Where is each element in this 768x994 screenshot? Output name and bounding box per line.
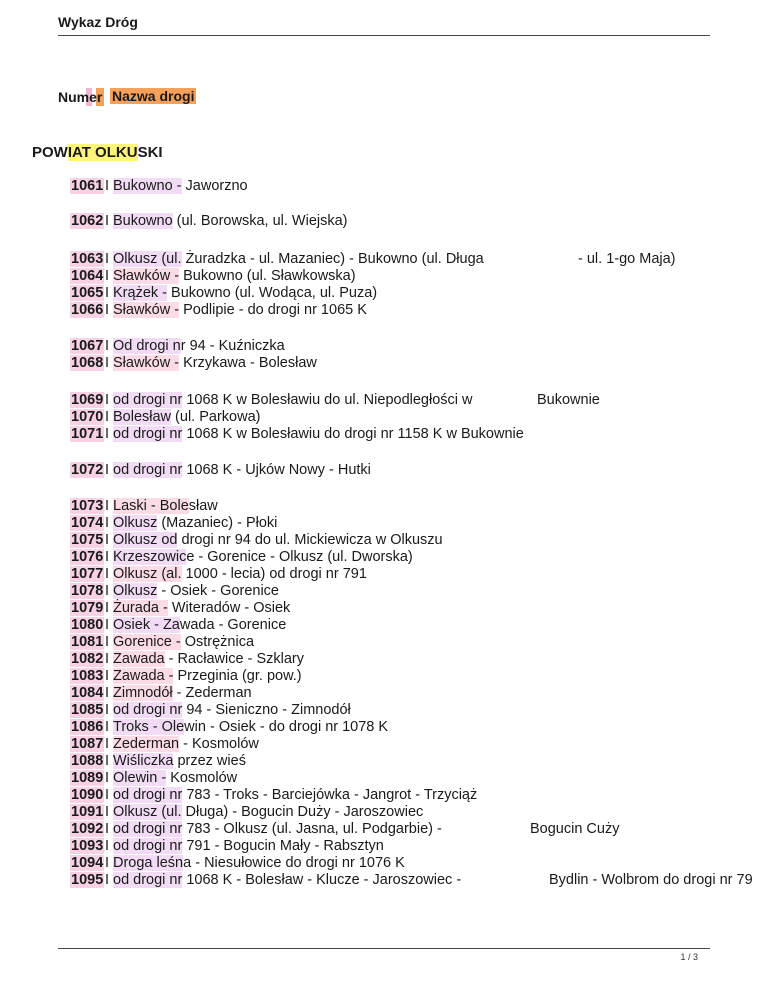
- road-number: 1073: [71, 498, 104, 514]
- road-category: I: [105, 651, 110, 667]
- road-name-rest: - Racławice - Szklary: [164, 651, 304, 667]
- road-category: I: [105, 355, 110, 371]
- road-name-highlight: Olewin -: [113, 770, 167, 786]
- road-category: I: [105, 838, 110, 854]
- road-name-rest: Bukowno (ul. Wodąca, ul. Puza): [167, 285, 378, 301]
- road-category: I: [105, 770, 110, 786]
- road-number: 1066: [71, 302, 104, 318]
- road-name-highlight: Sławków -: [113, 302, 180, 318]
- road-name-highlight: Troks - Ole: [113, 719, 185, 735]
- road-category: I: [105, 685, 110, 701]
- road-name-rest: 1000 - lecia) od drogi nr 791: [181, 566, 367, 582]
- column-nazwa: Nazwa drogi: [112, 88, 195, 104]
- road-number: 1089: [71, 770, 104, 786]
- road-name-highlight: Olkusz: [113, 515, 158, 531]
- road-category: I: [105, 668, 110, 684]
- road-name-highlight: Sławków -: [113, 268, 180, 284]
- road-name: [113, 355, 317, 371]
- road-name-continuation: - ul. 1-go Maja): [578, 251, 676, 267]
- road-name-rest: Kosmolów: [166, 770, 238, 786]
- road-name-highlight: od drogi nr: [113, 838, 183, 854]
- road-name: [113, 213, 348, 229]
- road-name-rest: 1068 K w Bolesławiu do ul. Niepodległości w: [182, 392, 473, 408]
- road-name: [113, 515, 277, 531]
- road-number: 1070: [71, 409, 104, 425]
- road-number: 1086: [71, 719, 104, 735]
- road-name-rest: 1068 K w Bolesławiu do drogi nr 1158 K w Bukownie: [182, 426, 524, 442]
- road-name-highlight: Bukowno -: [113, 178, 182, 194]
- section-title-pre: POW: [32, 144, 68, 161]
- road-name: [113, 302, 367, 318]
- road-category: I: [105, 804, 110, 820]
- road-name-rest: Ostrężnica: [180, 634, 255, 650]
- road-number: 1075: [71, 532, 104, 548]
- road-name-highlight: Zawada: [113, 651, 165, 667]
- road-name-rest: 1068 K - Ujków Nowy - Hutki: [182, 462, 371, 478]
- road-number: 1084: [71, 685, 104, 701]
- road-name-highlight: Bolesław: [113, 409, 172, 425]
- road-name: [113, 392, 473, 408]
- road-name: [113, 426, 524, 442]
- header-rule: [58, 35, 710, 36]
- road-category: I: [105, 855, 110, 871]
- road-number: 1092: [71, 821, 104, 837]
- road-name: [113, 549, 413, 565]
- road-category: I: [105, 426, 110, 442]
- road-category: I: [105, 213, 110, 229]
- road-name: [113, 462, 371, 478]
- road-number: 1061: [71, 178, 104, 194]
- road-name-highlight: od drogi nr: [113, 392, 183, 408]
- road-name-highlight: Osiek - Za: [113, 617, 180, 633]
- road-category: I: [105, 178, 110, 194]
- road-category: I: [105, 821, 110, 837]
- road-name-highlight: Zimnodół: [113, 685, 173, 701]
- road-name-rest: win - Osiek - do drogi nr 1078 K: [184, 719, 389, 735]
- road-name: [113, 685, 252, 701]
- road-number: 1064: [71, 268, 104, 284]
- road-number: 1063: [71, 251, 104, 267]
- road-name-highlight: Zawada -: [113, 668, 174, 684]
- road-name: [113, 872, 461, 888]
- road-name-rest: Witeradów - Osiek: [167, 600, 291, 616]
- road-name: [113, 178, 248, 194]
- road-number: 1085: [71, 702, 104, 718]
- road-name: [113, 719, 388, 735]
- road-name-rest: - Osiek - Gorenice: [157, 583, 279, 599]
- road-name-rest: 783 - Troks - Barciejówka - Jangrot - Trzyciąż: [182, 787, 478, 803]
- road-name-highlight: Wiśliczka: [113, 753, 174, 769]
- road-name-highlight: Bukowno: [113, 213, 173, 229]
- road-name: [113, 268, 356, 284]
- road-name-highlight: Krążek -: [113, 285, 167, 301]
- footer-rule: [58, 948, 710, 949]
- road-name-rest: wada - Gorenice: [179, 617, 287, 633]
- road-number: 1082: [71, 651, 104, 667]
- road-name-rest: Żuradzka - ul. Mazaniec) - Bukowno (ul. Długa: [181, 251, 484, 267]
- road-name: [113, 600, 290, 616]
- road-name-rest: 1068 K - Bolesław - Klucze - Jaroszowiec -: [182, 872, 462, 888]
- road-name: [113, 566, 367, 582]
- road-number: 1069: [71, 392, 104, 408]
- road-name: [113, 855, 405, 871]
- road-name-rest: 783 - Olkusz (ul. Jasna, ul. Podgarbie) -: [182, 821, 442, 837]
- road-name-rest: Bukowno (ul. Sławkowska): [179, 268, 356, 284]
- road-category: I: [105, 338, 110, 354]
- road-number: 1090: [71, 787, 104, 803]
- road-name: [113, 770, 237, 786]
- road-name: [113, 498, 218, 514]
- road-name-continuation: Bukownie: [537, 392, 600, 408]
- road-name-highlight: Sławków -: [113, 355, 180, 371]
- road-category: I: [105, 872, 110, 888]
- road-category: I: [105, 462, 110, 478]
- road-name-rest: drogi nr 94 do ul. Mickiewicza w Olkuszu: [177, 532, 443, 548]
- road-name-rest: e - Gorenice - Olkusz (ul. Dworska): [186, 549, 413, 565]
- road-name-rest: Podlipie - do drogi nr 1065 K: [179, 302, 367, 318]
- road-category: I: [105, 549, 110, 565]
- road-name-rest: (ul. Parkowa): [171, 409, 261, 425]
- road-category: I: [105, 702, 110, 718]
- road-number: 1067: [71, 338, 104, 354]
- road-name: [113, 753, 246, 769]
- road-name: [113, 787, 477, 803]
- road-name-rest: 791 - Bogucin Mały - Rabsztyn: [182, 838, 384, 854]
- road-name-continuation: Bydlin - Wolbrom do drogi nr 79: [549, 872, 753, 888]
- road-number: 1079: [71, 600, 104, 616]
- road-category: I: [105, 600, 110, 616]
- road-name: [113, 251, 484, 267]
- road-name-highlight: Od drogi n: [113, 338, 181, 354]
- road-name-rest: Przeginia (gr. pow.): [173, 668, 302, 684]
- road-name-highlight: Olkusz (ul.: [113, 804, 182, 820]
- road-name: [113, 409, 260, 425]
- road-name: [113, 285, 377, 301]
- road-name-rest: Jaworzno: [181, 178, 248, 194]
- road-number: 1094: [71, 855, 104, 871]
- road-name: [113, 634, 254, 650]
- road-number: 1095: [71, 872, 104, 888]
- road-name-highlight: od drogi nr: [113, 702, 183, 718]
- road-name-rest: przez wieś: [173, 753, 246, 769]
- road-name: [113, 651, 304, 667]
- section-title: [32, 144, 163, 161]
- road-name-highlight: od drogi nr: [113, 872, 183, 888]
- road-number: 1081: [71, 634, 104, 650]
- road-name: [113, 736, 259, 752]
- road-name-rest: - Zederman: [172, 685, 252, 701]
- road-number: 1074: [71, 515, 104, 531]
- road-name-highlight: od drogi nr: [113, 821, 183, 837]
- road-number: 1076: [71, 549, 104, 565]
- road-name-rest: (ul. Borowska, ul. Wiejska): [172, 213, 348, 229]
- road-name: [113, 617, 286, 633]
- road-number: 1093: [71, 838, 104, 854]
- road-name-highlight: Żurada -: [113, 600, 168, 616]
- road-name-highlight: Olkusz: [113, 583, 158, 599]
- road-number: 1068: [71, 355, 104, 371]
- road-name-highlight: Olkusz (ul.: [113, 251, 182, 267]
- road-name-highlight: od drogi nr: [113, 426, 183, 442]
- road-number: 1088: [71, 753, 104, 769]
- header-title: Wykaz Dróg: [58, 14, 138, 30]
- section-title-hl: IAT OLKU: [67, 144, 138, 161]
- road-name-rest: r 94 - Kuźniczka: [180, 338, 285, 354]
- section-title-post: SKI: [137, 144, 163, 161]
- road-name-highlight: Olkusz od: [113, 532, 178, 548]
- road-name: [113, 583, 279, 599]
- road-name-rest: Długa) - Bogucin Duży - Jaroszowiec: [181, 804, 424, 820]
- road-category: I: [105, 753, 110, 769]
- road-number: 1071: [71, 426, 104, 442]
- road-name: [113, 702, 351, 718]
- road-name-highlight: Droga leśn: [113, 855, 184, 871]
- road-name-rest: 94 - Sieniczno - Zimnodół: [182, 702, 351, 718]
- road-category: I: [105, 566, 110, 582]
- road-name: [113, 838, 384, 854]
- road-category: I: [105, 515, 110, 531]
- road-category: I: [105, 787, 110, 803]
- road-category: I: [105, 583, 110, 599]
- road-name-highlight: od drogi nr: [113, 462, 183, 478]
- road-number: 1077: [71, 566, 104, 582]
- road-name-highlight: Krzeszowic: [113, 549, 187, 565]
- road-name-rest: - Kosmolów: [179, 736, 259, 752]
- road-number: 1083: [71, 668, 104, 684]
- road-category: I: [105, 409, 110, 425]
- page-number: 1 / 3: [680, 952, 698, 962]
- road-category: I: [105, 268, 110, 284]
- road-name-highlight: Zederman: [113, 736, 180, 752]
- road-name-highlight: Laski - Bole: [113, 498, 189, 514]
- road-number: 1065: [71, 285, 104, 301]
- road-name-rest: sław: [188, 498, 218, 514]
- road-category: I: [105, 392, 110, 408]
- road-number: 1078: [71, 583, 104, 599]
- road-name: [113, 532, 443, 548]
- road-name-rest: (Mazaniec) - Płoki: [157, 515, 278, 531]
- road-name-continuation: Bogucin Cuży: [530, 821, 620, 837]
- road-name-highlight: Olkusz (al.: [113, 566, 182, 582]
- road-name: [113, 668, 302, 684]
- road-name: [113, 338, 285, 354]
- road-category: I: [105, 532, 110, 548]
- road-name-rest: Krzykawa - Bolesław: [179, 355, 317, 371]
- road-number: 1062: [71, 213, 104, 229]
- road-name-rest: a - Niesułowice do drogi nr 1076 K: [183, 855, 405, 871]
- road-category: I: [105, 634, 110, 650]
- column-numer: Numer: [58, 89, 103, 105]
- road-category: I: [105, 617, 110, 633]
- road-number: 1087: [71, 736, 104, 752]
- road-category: I: [105, 251, 110, 267]
- road-number: 1080: [71, 617, 104, 633]
- road-category: I: [105, 302, 110, 318]
- road-category: I: [105, 736, 110, 752]
- road-category: I: [105, 498, 110, 514]
- road-name-highlight: Gorenice -: [113, 634, 181, 650]
- road-category: I: [105, 285, 110, 301]
- road-number: 1091: [71, 804, 104, 820]
- road-name: [113, 821, 442, 837]
- road-category: I: [105, 719, 110, 735]
- road-name: [113, 804, 423, 820]
- road-number: 1072: [71, 462, 104, 478]
- road-name-highlight: od drogi nr: [113, 787, 183, 803]
